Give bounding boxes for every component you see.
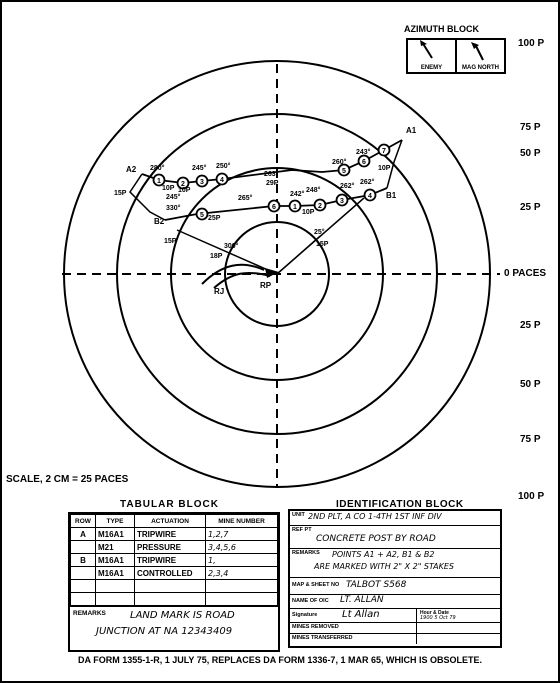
name-oic-row (290, 595, 500, 609)
distance-label: 25P (208, 215, 221, 222)
mag-north-label: MAG NORTH (462, 65, 499, 71)
tabular-remarks-label: REMARKS (73, 610, 106, 617)
range-label-top-50: 50 P (520, 148, 541, 159)
mag-north-cell (457, 40, 504, 72)
row-a-mine-symbol (217, 174, 228, 185)
point-label-rp: RP (260, 281, 272, 290)
distance-label: 29P (266, 180, 279, 187)
azimuth-label: 245° (192, 165, 207, 172)
distance-label: 15P (114, 190, 127, 197)
hour-date-label: Hour & Date (420, 610, 449, 616)
ref-pt-label: REF PT (292, 527, 312, 533)
distance-label: 10P (178, 187, 191, 194)
row-a-mine-symbol (339, 165, 350, 176)
ref-pt-row (290, 526, 500, 549)
mines-removed-label: MINES REMOVED (292, 624, 339, 630)
row-b-mine-number: 1 (293, 204, 297, 211)
table-row (71, 580, 278, 593)
north-arrow-icon (457, 40, 503, 62)
range-label-bottom-100: 100 P (518, 491, 545, 502)
identification-block-title: IDENTIFICATION BLOCK (336, 499, 464, 510)
row-a-mine-number: 6 (362, 159, 366, 166)
azimuth-label: 243° (356, 149, 371, 156)
cell-type: M21 (96, 541, 135, 554)
map-sheet-value: TALBOT S568 (346, 580, 407, 590)
cell-mine-number: 1, (206, 554, 278, 567)
col-header-actuation: ACTUATION (135, 515, 206, 528)
distance-label: 18P (210, 253, 223, 260)
azimuth-label: 250° (216, 163, 231, 170)
row-a-mine-symbol (197, 176, 208, 187)
tabular-remarks-line1: LAND MARK IS ROAD (130, 610, 235, 621)
row-a-mine-number: 1 (157, 178, 161, 185)
cell-row (71, 567, 96, 580)
col-header-type: TYPE (96, 515, 135, 528)
distance-label: 10P (378, 165, 391, 172)
cell-type (96, 593, 135, 606)
cell-actuation (135, 580, 206, 593)
cell-actuation: TRIPWIRE (135, 528, 206, 541)
form-footer: DA FORM 1355-1-R, 1 JULY 75, REPLACES DA FORM 1336-7, 1 MAR 65, WHICH IS OBSOLETE. (78, 655, 482, 665)
id-remarks-line1: POINTS A1 + A2, B1 & B2 (332, 550, 435, 559)
id-remarks-label: REMARKS (292, 550, 320, 556)
col-header-mine-number: MINE NUMBER (206, 515, 278, 528)
azimuth-label: 260° (332, 159, 347, 166)
cell-mine-number: 2,3,4 (206, 567, 278, 580)
table-row (71, 593, 278, 606)
cell-type: M16A1 (96, 567, 135, 580)
cell-actuation: PRESSURE (135, 541, 206, 554)
scale-note: SCALE, 2 CM = 25 PACES (6, 474, 129, 485)
map-sheet-label: MAP & SHEET NO (292, 582, 340, 588)
row-b-mines (197, 190, 376, 220)
range-label-top-75: 75 P (520, 122, 541, 133)
azimuth-label: 300° (224, 243, 239, 250)
row-b-mine-number: 3 (340, 198, 344, 205)
row-a-mine-symbol (379, 145, 390, 156)
cell-actuation: TRIPWIRE (135, 554, 206, 567)
cell-row (71, 541, 96, 554)
cell-row: B (71, 554, 96, 567)
azimuth-label: 245° (166, 194, 181, 201)
ref-pt-value: CONCRETE POST BY ROAD (316, 534, 436, 544)
azimuth-block-title: AZIMUTH BLOCK (404, 24, 479, 34)
unit-row (290, 511, 500, 526)
name-oic-label: NAME OF OIC (292, 598, 329, 604)
row-a-mine-number: 3 (200, 179, 204, 186)
azimuth-label: 330° (166, 205, 181, 212)
azimuth-label: 248° (306, 187, 321, 194)
id-remarks-row (290, 549, 500, 578)
bearing-line-ref (277, 236, 320, 274)
distance-label: 15P (316, 241, 329, 248)
row-b-mine-symbol (315, 200, 326, 211)
table-row (71, 528, 278, 541)
range-label-bottom-75: 75 P (520, 434, 541, 445)
row-b-mine-symbol (269, 201, 280, 212)
distance-label: 10P (302, 209, 315, 216)
azimuth-label: 262° (340, 183, 355, 190)
range-label-top-25: 25 P (520, 202, 541, 213)
mines-transferred-divider (416, 634, 417, 644)
distance-label: 15P (164, 238, 177, 245)
table-row (71, 567, 278, 580)
tabular-block-title: TABULAR BLOCK (120, 499, 219, 510)
distance-label: 10P (162, 185, 175, 192)
identification-block (288, 509, 502, 648)
mines-removed-row (290, 623, 500, 634)
cell-type: M16A1 (96, 528, 135, 541)
cell-mine-number: 1,2,7 (206, 528, 278, 541)
azimuth-label: 280° (150, 165, 165, 172)
range-label-bottom-25: 25 P (520, 320, 541, 331)
cell-row (71, 593, 96, 606)
table-header-row (71, 515, 278, 528)
azimuth-label: 242° (290, 191, 305, 198)
row-b-mine-number: 6 (272, 204, 276, 211)
enemy-label: ENEMY (420, 65, 443, 71)
point-label-b2: B2 (154, 217, 165, 226)
cell-type: M16A1 (96, 554, 135, 567)
cell-actuation: CONTROLLED (135, 567, 206, 580)
map-sheet-row (290, 578, 500, 595)
row-b-mine-symbol (365, 190, 376, 201)
row-a-mine-number: 4 (220, 177, 224, 184)
hour-date-value: 1900 5 Oct 79 (420, 615, 456, 621)
enemy-arrow-icon (408, 40, 454, 62)
id-remarks-line2: ARE MARKED WITH 2" X 2" STAKES (314, 562, 455, 571)
row-a-mine-symbol (154, 175, 165, 186)
azimuth-block (406, 38, 506, 74)
row-a-mine-number: 7 (382, 148, 386, 155)
cell-actuation (135, 593, 206, 606)
signature-value: Lt Allan (342, 609, 380, 620)
row-b-mine-number: 5 (200, 212, 204, 219)
range-label-zero: 0 PACES (504, 268, 547, 279)
signature-label: Signature (292, 612, 318, 618)
point-label-rj: RJ (214, 287, 225, 296)
enemy-azimuth-cell (408, 40, 457, 72)
name-oic-value: LT. ALLAN (340, 595, 384, 605)
cell-type (96, 580, 135, 593)
mines-transferred-label: MINES TRANSFERRED (292, 635, 353, 641)
row-b-mine-symbol (290, 201, 301, 212)
unit-label: UNIT (292, 512, 305, 518)
table-row (71, 541, 278, 554)
table-row (71, 554, 278, 567)
row-b-mine-number: 4 (368, 193, 372, 200)
point-label-b1: B1 (386, 191, 397, 200)
row-a-mine-number: 5 (342, 168, 346, 175)
tabular-remarks (70, 605, 278, 650)
row-a-mine-symbol (359, 156, 370, 167)
azimuth-label: 263° (264, 171, 279, 178)
row-b-mine-number: 2 (318, 203, 322, 210)
signature-row (290, 609, 500, 623)
tabular-remarks-line2: JUNCTION AT NA 12343409 (96, 626, 233, 637)
range-label-bottom-50: 50 P (520, 379, 541, 390)
row-b-mine-symbol (337, 195, 348, 206)
mine-table (70, 514, 278, 606)
point-label-a2: A2 (126, 165, 137, 174)
cell-mine-number (206, 593, 278, 606)
cell-row (71, 580, 96, 593)
row-b-mine-symbol (197, 209, 208, 220)
cell-mine-number (206, 580, 278, 593)
unit-value: 2ND PLT, A CO 1-4TH 1ST INF DIV (308, 512, 442, 521)
cell-mine-number: 3,4,5,6 (206, 541, 278, 554)
signature-divider (416, 609, 417, 622)
cell-row: A (71, 528, 96, 541)
col-header-row: ROW (71, 515, 96, 528)
azimuth-label: 265° (238, 195, 253, 202)
range-label-top-100: 100 P (518, 38, 545, 49)
row-a-mine-number: 2 (181, 181, 185, 188)
azimuth-label: 262° (360, 179, 375, 186)
azimuth-label: 25° (314, 229, 325, 236)
tabular-block (68, 512, 280, 652)
point-label-a1: A1 (406, 126, 417, 135)
mines-transferred-row (290, 634, 500, 644)
mines-removed-divider (416, 623, 417, 633)
